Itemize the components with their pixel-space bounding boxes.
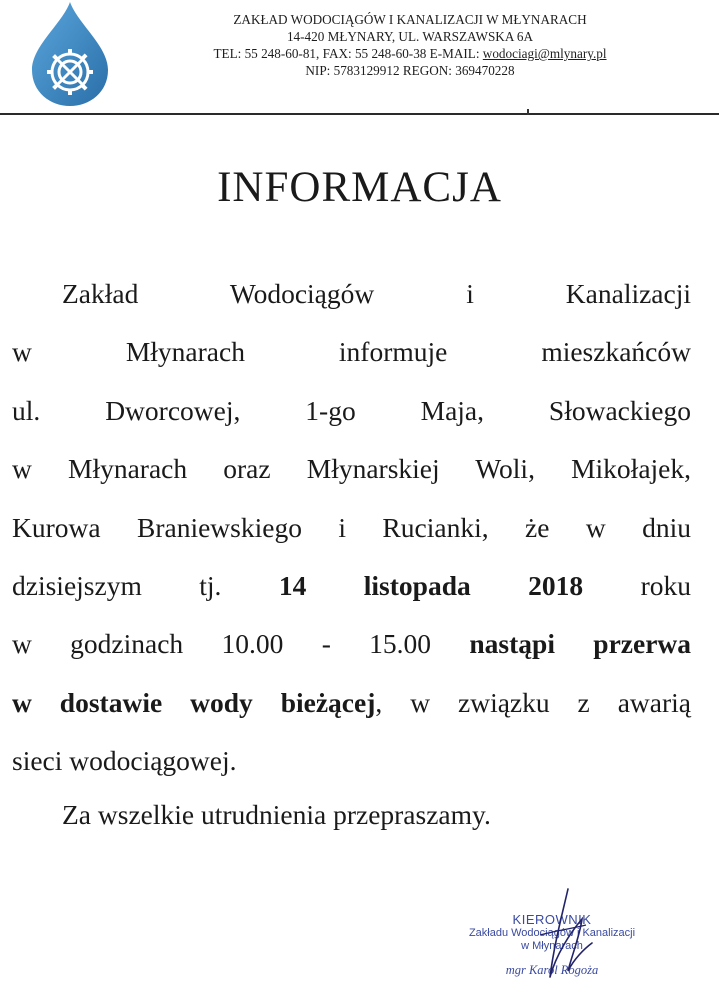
company-tax-ids: NIP: 5783129912 REGON: 369470228 (305, 63, 515, 78)
page-title: INFORMACJA (217, 164, 502, 211)
body-text-segment: roku (640, 569, 692, 601)
outage-date: 14 listopada 2018 (278, 569, 584, 601)
body-line (12, 615, 691, 673)
outage-hours: w godzinach 10.00 - 15.00 (12, 628, 432, 660)
stamp-signatory-name: mgr Karol Rogoża (505, 963, 599, 977)
body-line: w Młynarach informuje mieszkańców (12, 336, 691, 368)
water-drop-gear-logo (24, 0, 116, 108)
body-text-segment: , w związku z awarią (375, 686, 691, 718)
notice-body (12, 265, 691, 791)
header-divider (0, 113, 719, 115)
company-address: 14-420 MŁYNARY, UL. WARSZAWSKA 6A (286, 29, 534, 44)
email-link[interactable]: wodociagi@mlynary.pl (482, 46, 607, 61)
stamp-organization: Zakładu Wodociągów i Kanalizacji (468, 927, 636, 939)
body-line: Kurowa Braniewskiego i Rucianki, że w dniu (12, 511, 691, 543)
stamp-place: w Młynarach (521, 940, 583, 952)
body-line: w Młynarach oraz Młynarskiej Woli, Mikołajek, (12, 453, 691, 485)
closing-apology: Za wszelkie utrudnienia przepraszamy. (62, 799, 491, 830)
body-line (12, 674, 691, 732)
outage-notice-bold: w dostawie wody bieżącej (12, 686, 376, 718)
stamp-role: KIEROWNIK (512, 912, 592, 927)
divider-mark (527, 109, 529, 115)
phone-fax: TEL: 55 248-60-81, FAX: 55 248-60-38 E-MAIL: (213, 46, 483, 61)
body-line: sieci wodociągowej. (12, 745, 237, 777)
body-line (12, 557, 691, 615)
body-line: ul. Dworcowej, 1-go Maja, Słowackiego (12, 394, 691, 426)
company-name: ZAKŁAD WODOCIĄGÓW I KANALIZACJI W MŁYNARACH (233, 12, 587, 27)
body-text-segment: dzisiejszym tj. (12, 569, 222, 601)
company-contact (128, 45, 692, 62)
body-line: Zakład Wodociągów i Kanalizacji (62, 278, 691, 309)
outage-notice-bold: nastąpi przerwa (469, 628, 692, 660)
letterhead (128, 11, 692, 79)
handwritten-signature (510, 885, 600, 985)
